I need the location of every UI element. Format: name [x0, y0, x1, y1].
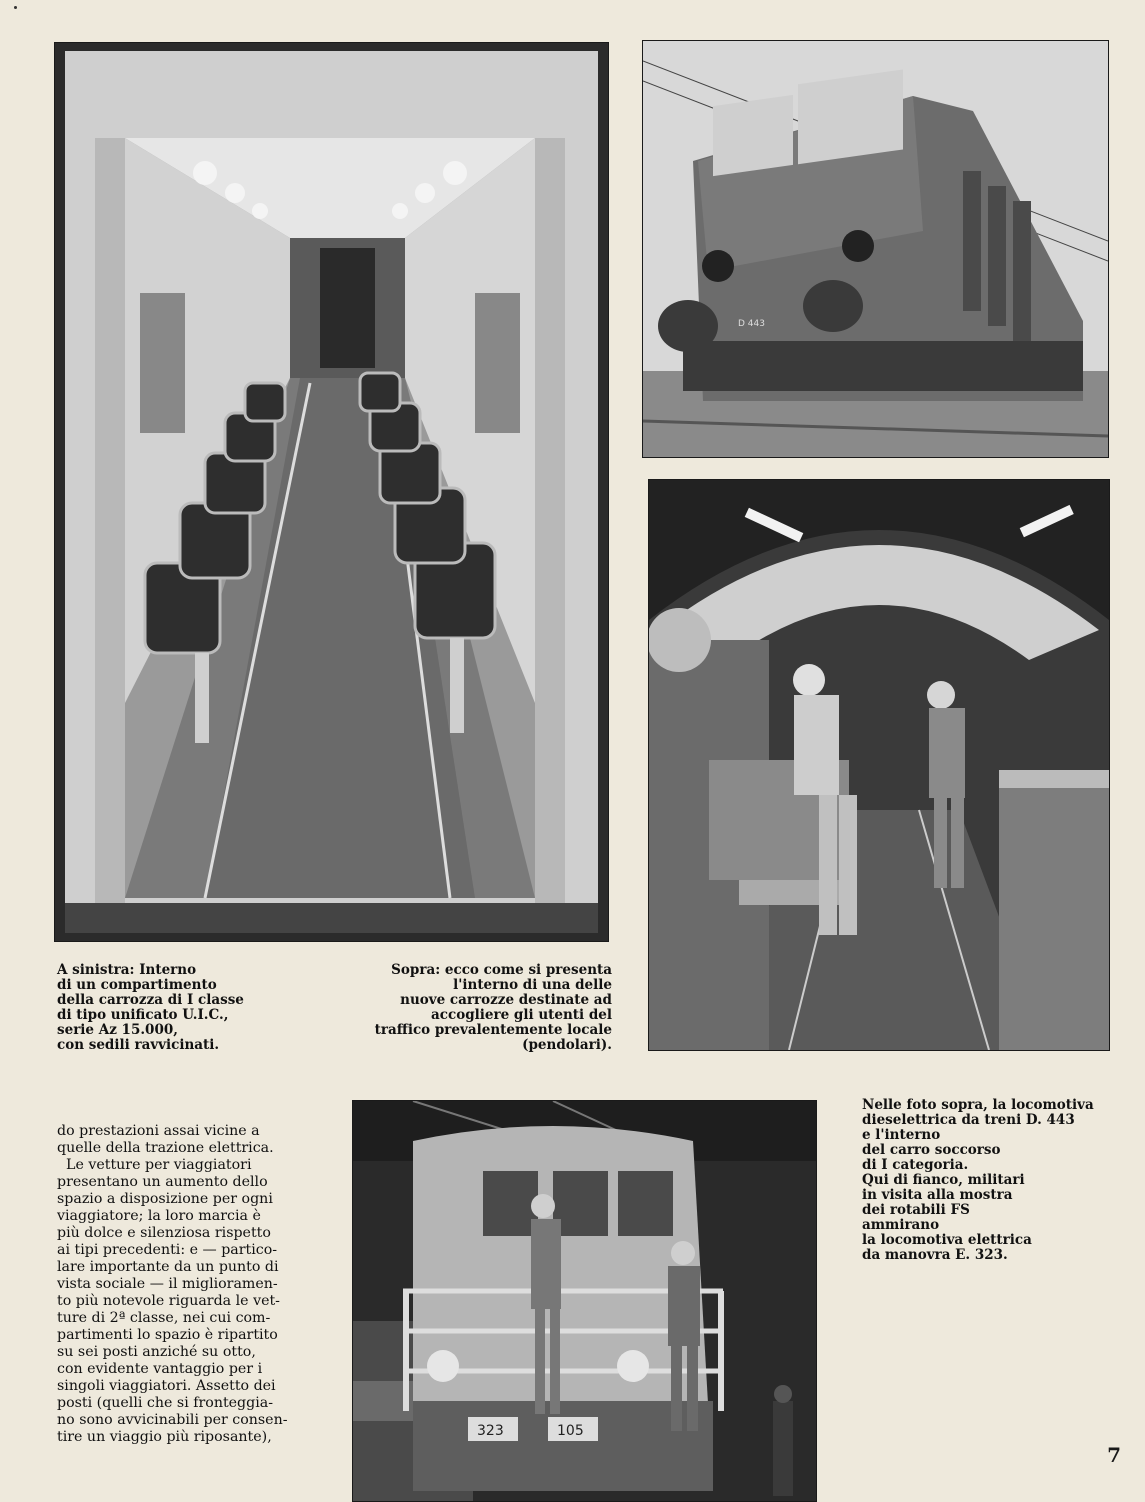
page-number: 7 [1107, 1443, 1121, 1467]
photo-electric-shunter-e323 [352, 1100, 817, 1502]
photo-diesel-locomotive [642, 40, 1109, 458]
e323-plate-left: 323 [477, 1423, 504, 1439]
e323-plate-right: 105 [557, 1423, 584, 1439]
caption-carriage-interior: A sinistra: Interno di un compartimento della carrozza di I classe di tipo unificato U.I.C., serie Az 15.000, con sedili ravvicinati. [57, 962, 244, 1053]
photo-carriage-interior [54, 42, 609, 942]
locomotive-number: D 443 [738, 319, 765, 329]
caption-locomotives: Nelle foto sopra, la locomotiva dieselettrica da treni D. 443 e l'interno del carro soccorso di I categoria. Qui di fianco, militari in visita alla mostra dei rotabili FS ammirano la locomotiva elettrica da manovra E. 323. [862, 1097, 1094, 1263]
photo-rescue-car-interior [648, 479, 1110, 1051]
article-body: do prestazioni assai vicine a quelle della trazione elettrica. Le vetture per viaggiatori presentano un aumento dello spazio a disposizione per ogni viaggiatore; la loro marcia è più dolce e silenziosa rispetto ai tipi precedenti: e — partico- lare importante da un punto di vista sociale — il miglioramen- to più notevole riguarda le vet- ture di 2ª classe, nei cui com- partimenti lo spazio è ripartito su sei posti anziché su otto, con evidente vantaggio per i singoli viaggiatori. Assetto dei posti (quelli che si fronteggia- no sono avvicinabili per consen- tire un viaggio più riposante), [57, 1123, 288, 1445]
caption-commuter-carriage: Sopra: ecco come si presenta l'interno di una delle nuove carrozze destinate ad accogliere gli utenti del traffico prevalentemente locale (pendolari). [374, 962, 612, 1053]
print-speck [14, 6, 17, 9]
